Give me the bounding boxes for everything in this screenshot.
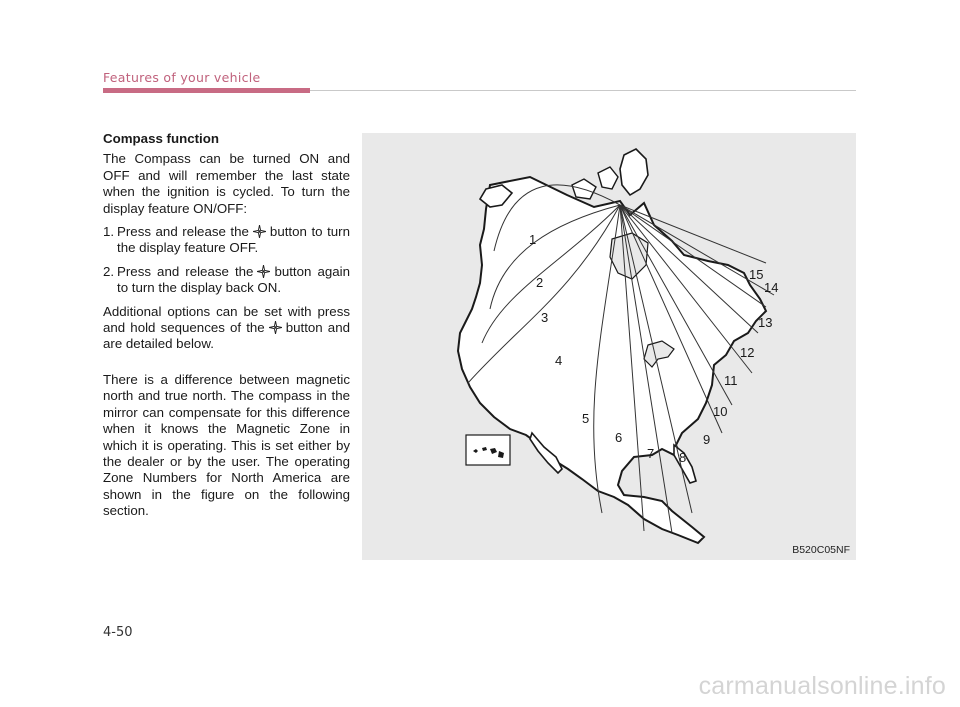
- hawaii-inset-box: [466, 435, 510, 465]
- zone-label: 13: [758, 315, 773, 330]
- north-america-outline: [458, 177, 766, 543]
- zone-label: 11: [724, 373, 738, 388]
- zone-label: 7: [647, 446, 655, 461]
- options-text-after: button and are detailed below.: [103, 320, 350, 352]
- greenland-outline: [620, 149, 648, 195]
- zone-label: 14: [764, 280, 779, 295]
- step-2-number: 2.: [103, 263, 115, 279]
- compass-button-icon: [257, 265, 270, 278]
- compass-function-heading: Compass function: [103, 131, 219, 146]
- north-america-zone-map: [362, 133, 856, 560]
- zone-label: 3: [541, 310, 549, 325]
- zone-label: 12: [740, 345, 755, 360]
- zone-label: 2: [536, 275, 544, 290]
- zones-paragraph: There is a difference between magnetic north and true north. The compass in the mirror can compensate for this difference when it knows the Magnetic Zone in which it is operating. This is set either by the dealer or by the user. The operating Zone Numbers for North America are shown in the figure on the following section.: [103, 371, 350, 519]
- section-title: Features of your vehicle: [103, 70, 261, 85]
- text-column: [103, 131, 350, 527]
- zone-label: 9: [703, 432, 711, 447]
- header-rule: [310, 90, 856, 91]
- zone-label: 1: [529, 232, 537, 247]
- options-paragraph: [103, 304, 350, 353]
- zone-label: 4: [555, 353, 563, 368]
- header-accent-bar: [103, 88, 310, 93]
- zone-label: 10: [713, 404, 728, 419]
- step-1-text-after: button to turn the display feature OFF.: [117, 224, 350, 256]
- zone-label: 15: [749, 267, 764, 282]
- intro-paragraph: The Compass can be turned ON and OFF and will remember the last state when the ignition is cycled. To turn the display feature ON/OFF:: [103, 151, 350, 216]
- arctic-island-outline: [598, 167, 618, 189]
- zone-label: 6: [615, 430, 623, 445]
- step-1-text-before: Press and release the: [117, 224, 249, 240]
- page-number: 4-50: [103, 625, 133, 640]
- zone-label: 5: [582, 411, 590, 426]
- zone-label: 8: [679, 450, 687, 465]
- step-2-text-after: button again to turn the display back ON.: [117, 263, 350, 296]
- step-1: [103, 224, 350, 257]
- step-1-number: 1.: [103, 224, 115, 240]
- figure-caption: B520C05NF: [792, 544, 850, 556]
- magnetic-zone-map-figure: [362, 133, 856, 560]
- step-2: [103, 264, 350, 297]
- step-2-text-before: Press and release the: [117, 263, 254, 279]
- compass-button-icon: [253, 225, 266, 238]
- options-text-before: Additional options can be set with press and hold sequences of the: [103, 303, 350, 336]
- compass-button-icon: [269, 321, 282, 334]
- watermark-text: carmanualsonline.info: [698, 672, 946, 700]
